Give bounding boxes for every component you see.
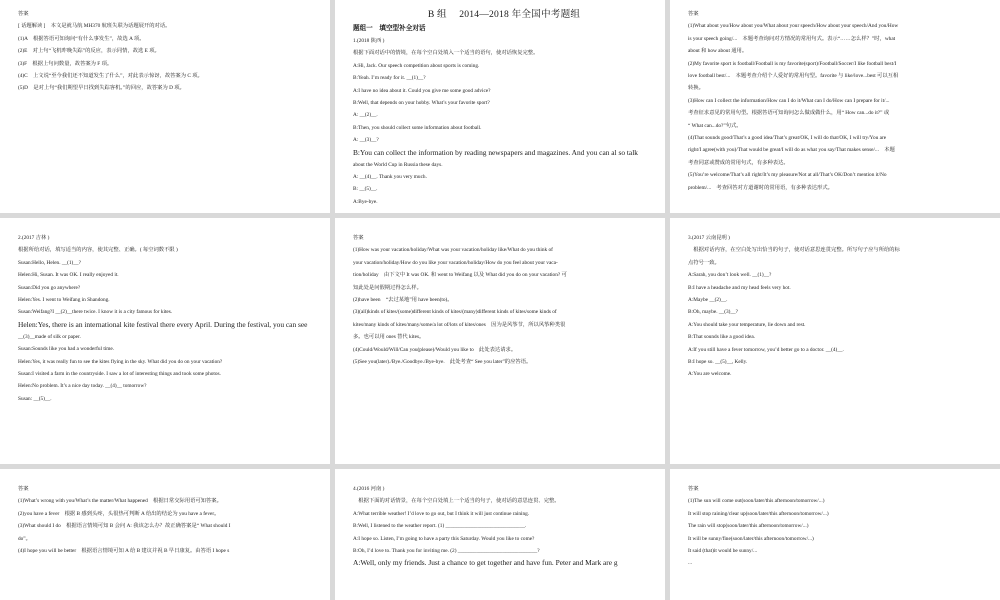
page-question-2	[0, 218, 330, 464]
text-line: (1)The sun will come out(soon/later/this afternoon/tomorrow/...)	[688, 498, 825, 505]
text-line: (5)You’re welcome/That’s all right/It’s my pleasure/Not at all/That’s OK/Don’t mention it/No	[688, 172, 887, 179]
text-line: A:Hi, Jack. Our speech competition about sports is coming.	[353, 62, 480, 69]
text-line: 答案	[18, 486, 29, 492]
page-answer-1	[0, 0, 330, 213]
text-line: about the World Cup in Russia these days.	[353, 161, 443, 168]
text-line: (1)How was your vacation/holiday/What was your vacation/holiday like/What do you think of	[353, 247, 553, 254]
page-answer-4	[0, 469, 330, 600]
text-line: (4)C 上文说“至今我们还不知道发生了什么”，对此表示惊讶，故答案为 C 项。	[18, 73, 203, 80]
text-line: Helen:Hi, Susan. It was OK. I really enjoyed it.	[18, 272, 119, 279]
text-line: B:Oh, maybe. __(3)__?	[688, 309, 739, 316]
text-line: (1)What about you/How about you/What about your speech/How about your speech/And you/How	[688, 23, 899, 30]
text-line: Susan: __(5)__.	[18, 395, 52, 402]
text-line: 考查征求意见的常用句型。根据答语可知询问怎么做成做什么，用“ How can...do it?” 或	[688, 110, 890, 117]
text-line: 根据所给对话，填写适当的内容，使其完整、正确。( 每空词数不限 )	[18, 247, 178, 254]
text-line: (2)My favorite sport is football/Football is my favorite(sport)/Football/Soccer/I like football best/I	[688, 60, 897, 67]
text-line: Susan:I visited a farm in the countryside. I saw a lot of interesting things and took some photos.	[18, 371, 221, 378]
text-line: B:Then, you should collect some information about football.	[353, 124, 482, 131]
text-line: (3)(all)kinds of kites/(some)different kinds of kites/(many)different kinds of kites/some kinds of	[353, 309, 557, 316]
text-line: 根据下面对话中的情境，在每个空白处填入一个适当的语句，使对话恢复完整。	[353, 50, 539, 57]
text-line: 根据对话内容，在空白处写出恰当的句子，使对话意思连贯完整。所写句子应与所给的标	[688, 247, 900, 254]
text-line: Susan:Hello, Helen. __(1)__?	[18, 259, 81, 266]
text-line: love football best/... 本题考查介绍个人爱好的常用句型。favorite 与 like/love...best 可以互相	[688, 73, 899, 80]
text-line: A:Bye-bye.	[353, 198, 378, 205]
text-line: right/I agree(with you)/That would be great/I will do as what you say/That makes sense/... 本题	[688, 147, 895, 154]
text-line: (4)I hope you will be better 根据语言情境可知 A 给 B 建议并祝 B 早日康复。由答语 I hope s	[18, 548, 230, 555]
text-line-large: B:You can collect the information by reading newspapers and magazines. And you can al so talk	[353, 147, 638, 157]
text-line: (3)F 根据上句问数量，故答案为 F 项。	[18, 60, 113, 67]
text-line: B: __(5)__.	[353, 186, 378, 193]
text-line: B:Well, that depends on your hobby. What’s your favorite sport?	[353, 100, 490, 107]
text-line: A: __(3)__?	[353, 137, 379, 144]
text-line: (3)What should I do 根据语言情境可知 B 会问 A: 我该怎么办？故正确答案是“ What should I	[18, 523, 231, 530]
text-line: A: __(4)__. Thank you very much.	[353, 174, 427, 181]
text-line: 多。也可以用 ones 替代 kites。	[353, 334, 425, 341]
page-question-3	[670, 218, 1000, 464]
text-line-large: A:Well, only my friends. Just a chance to get together and have fun. Peter and Mark are g	[353, 558, 618, 568]
text-line: A:Maybe __(2)__.	[688, 297, 728, 304]
text-line: B:Yeah. I’m ready for it. __(1)__?	[353, 75, 426, 82]
text-line: (4)Could/Would/Will/Can you(please)/Would you like to 此处表达请求。	[353, 346, 517, 353]
text-line: 知此处是问假期过得怎么样。	[353, 284, 422, 291]
text-line: 2.(2017 吉林 )	[18, 235, 50, 241]
text-line: B:Well, I listened to the weather report. (1) ______________________________.	[353, 523, 527, 530]
text-line: 转换。	[688, 85, 704, 92]
text-line: B:That sounds like a good idea.	[688, 334, 756, 341]
section-subheading: 题组一 填空型补全对话	[353, 25, 426, 32]
text-line: It will be sunny/fine(soon/later/this afternoon/tomorrow/...)	[688, 535, 814, 542]
text-line: is your speech going/... 本题考查询问对方情况的常用句式。表示“……怎么样？”时，what	[688, 35, 896, 42]
text-line: 根据下面的对话情景，在每个空白处填上一个适当的句子，使对话的意思连贯、完整。	[353, 498, 560, 505]
text-line: “ What can...do?”句式。	[688, 122, 742, 129]
text-line: A:You should take your temperature, lie down and rest.	[688, 321, 806, 328]
page-answer-5	[670, 469, 1000, 600]
text-line: (5)D 是对上句“我们期望早日找到失踪客机。”的回应，故答案为 D 项。	[18, 85, 185, 92]
text-line: 4.(2016 河南 )	[353, 486, 385, 492]
text-line: B:I hope so. __(5)__, Kelly.	[688, 359, 748, 366]
text-line: your vacation/holiday/How do you like your vacation/holiday/How do you feel about your vaca-	[353, 259, 558, 266]
text-line: 1.(2018 陕西 )	[353, 38, 385, 44]
text-line: 点符号一致。	[688, 259, 720, 266]
text-line: (2)E 对上句“飞机昨晚失踪”的反应，表示同情，故选 E 项。	[18, 48, 160, 55]
text-line: 3.(2017 云南昆明 )	[688, 235, 730, 241]
text-line: Helen:No problem. It’s a nice day today. __(4)__ tomorrow?	[18, 383, 147, 390]
text-line: (1)A 根据答语可知询问“有什么事发生”，故选 A 项。	[18, 35, 145, 42]
page-question-4	[335, 469, 665, 600]
page-heading: B 组 2014—2018 年全国中考题组	[427, 9, 581, 20]
text-line: __(3)__made of silk or paper.	[18, 333, 81, 340]
text-line: B:I have a headache and my head feels very hot.	[688, 284, 791, 291]
text-line: Susan:Sounds like you had a wonderful time.	[18, 346, 115, 353]
text-line: Susan:Weifang?I __(2)__there twice. I know it is a city famous for kites.	[18, 309, 173, 316]
text-line: (4)That sounds good/That’s a good idea/That’s great/OK, I will do that/OK, I will try/You are	[688, 135, 887, 142]
text-line: kites/many kinds of kites/many/some/a lot of/lots of kites/ones 因为是风筝节，所以风筝种类很	[353, 321, 566, 328]
text-line: It said (that)it would be sunny/...	[688, 548, 758, 555]
text-line: 答案	[353, 235, 364, 241]
text-line: A:What terrible weather! I’d love to go out, but I think it will just continue raining.	[353, 510, 530, 517]
text-line: It will stop raining/clear up(soon/later/this afternoon/tomorrow/...)	[688, 510, 829, 517]
text-line: (1)What’s wrong with you/What’s the matter/What happened 根据日常交际用语可知答案。	[18, 498, 222, 505]
text-line: The rain will stop(soon/later/this afternoon/tomorrow/...)	[688, 523, 809, 530]
text-line: B:Oh, I’d love to. Thank you for inviting me. (2) ______________________________?	[353, 548, 540, 555]
page-answer-2	[670, 0, 1000, 213]
text-line: 考查同意或赞成的常用句式，有多种表达。	[688, 159, 789, 166]
text-line: A: __(2)__.	[353, 112, 378, 119]
page-answer-3	[335, 218, 665, 464]
text-line: 答案	[688, 486, 699, 492]
text-line-large: Helen:Yes, there is an international kite festival there every April. During the festival, you can see	[18, 319, 308, 329]
text-line: tion/holiday 由下文中 It was OK. 和 went to Weifang 以及 What did you do on your vacation? 可	[353, 272, 567, 279]
text-line: A:If you still have a fever tomorrow, you’d better go to a doctor. __(4)__.	[688, 346, 844, 353]
text-line: 答案	[18, 11, 29, 17]
text-line: (2)you have a fever 根据 B 感到头疼，头很热可判断 A 给出的结论为 you have a fever。	[18, 510, 220, 517]
text-line: about 和 how about 通用。	[688, 48, 748, 55]
text-line: A:I hope so. Listen, I’m going to have a party this Saturday. Would you like to come?	[353, 535, 535, 542]
text-line: Helen:Yes, it was really fun to see the kites flying in the sky. What did you do on your vacation?	[18, 358, 223, 365]
text-line: A:You are welcome.	[688, 371, 732, 378]
text-line: Susan:Did you go anywhere?	[18, 284, 81, 291]
text-line: [ 话题解读 ] 本文是就马航 MH370 航班失联为话题展开的对话。	[18, 23, 171, 30]
text-line: ...	[688, 560, 692, 567]
text-line: do”。	[18, 535, 31, 542]
text-line: 答案	[688, 11, 699, 17]
text-line: (3)How can I collect the information/How can I do it/What can I do/How can I prepare for it/...	[688, 97, 890, 104]
text-line: problem/... 考查回答对方道谢时的常用语，有多种表达形式。	[688, 184, 833, 191]
text-line: Helen:Yes. I went to Weifang in Shandong.	[18, 297, 110, 304]
text-line: (5)See you(later)./Bye./Goodbye./Bye-bye. 此处考查“ See you later”的应答语。	[353, 359, 532, 366]
page-question-1	[335, 0, 665, 213]
text-line: A:I have no idea about it. Could you give me some good advice?	[353, 87, 491, 94]
text-line: A:Sarah, you don’t look well. __(1)__?	[688, 272, 772, 279]
text-line: (2)have been “去过某地”用 have been(to)。	[353, 297, 453, 304]
